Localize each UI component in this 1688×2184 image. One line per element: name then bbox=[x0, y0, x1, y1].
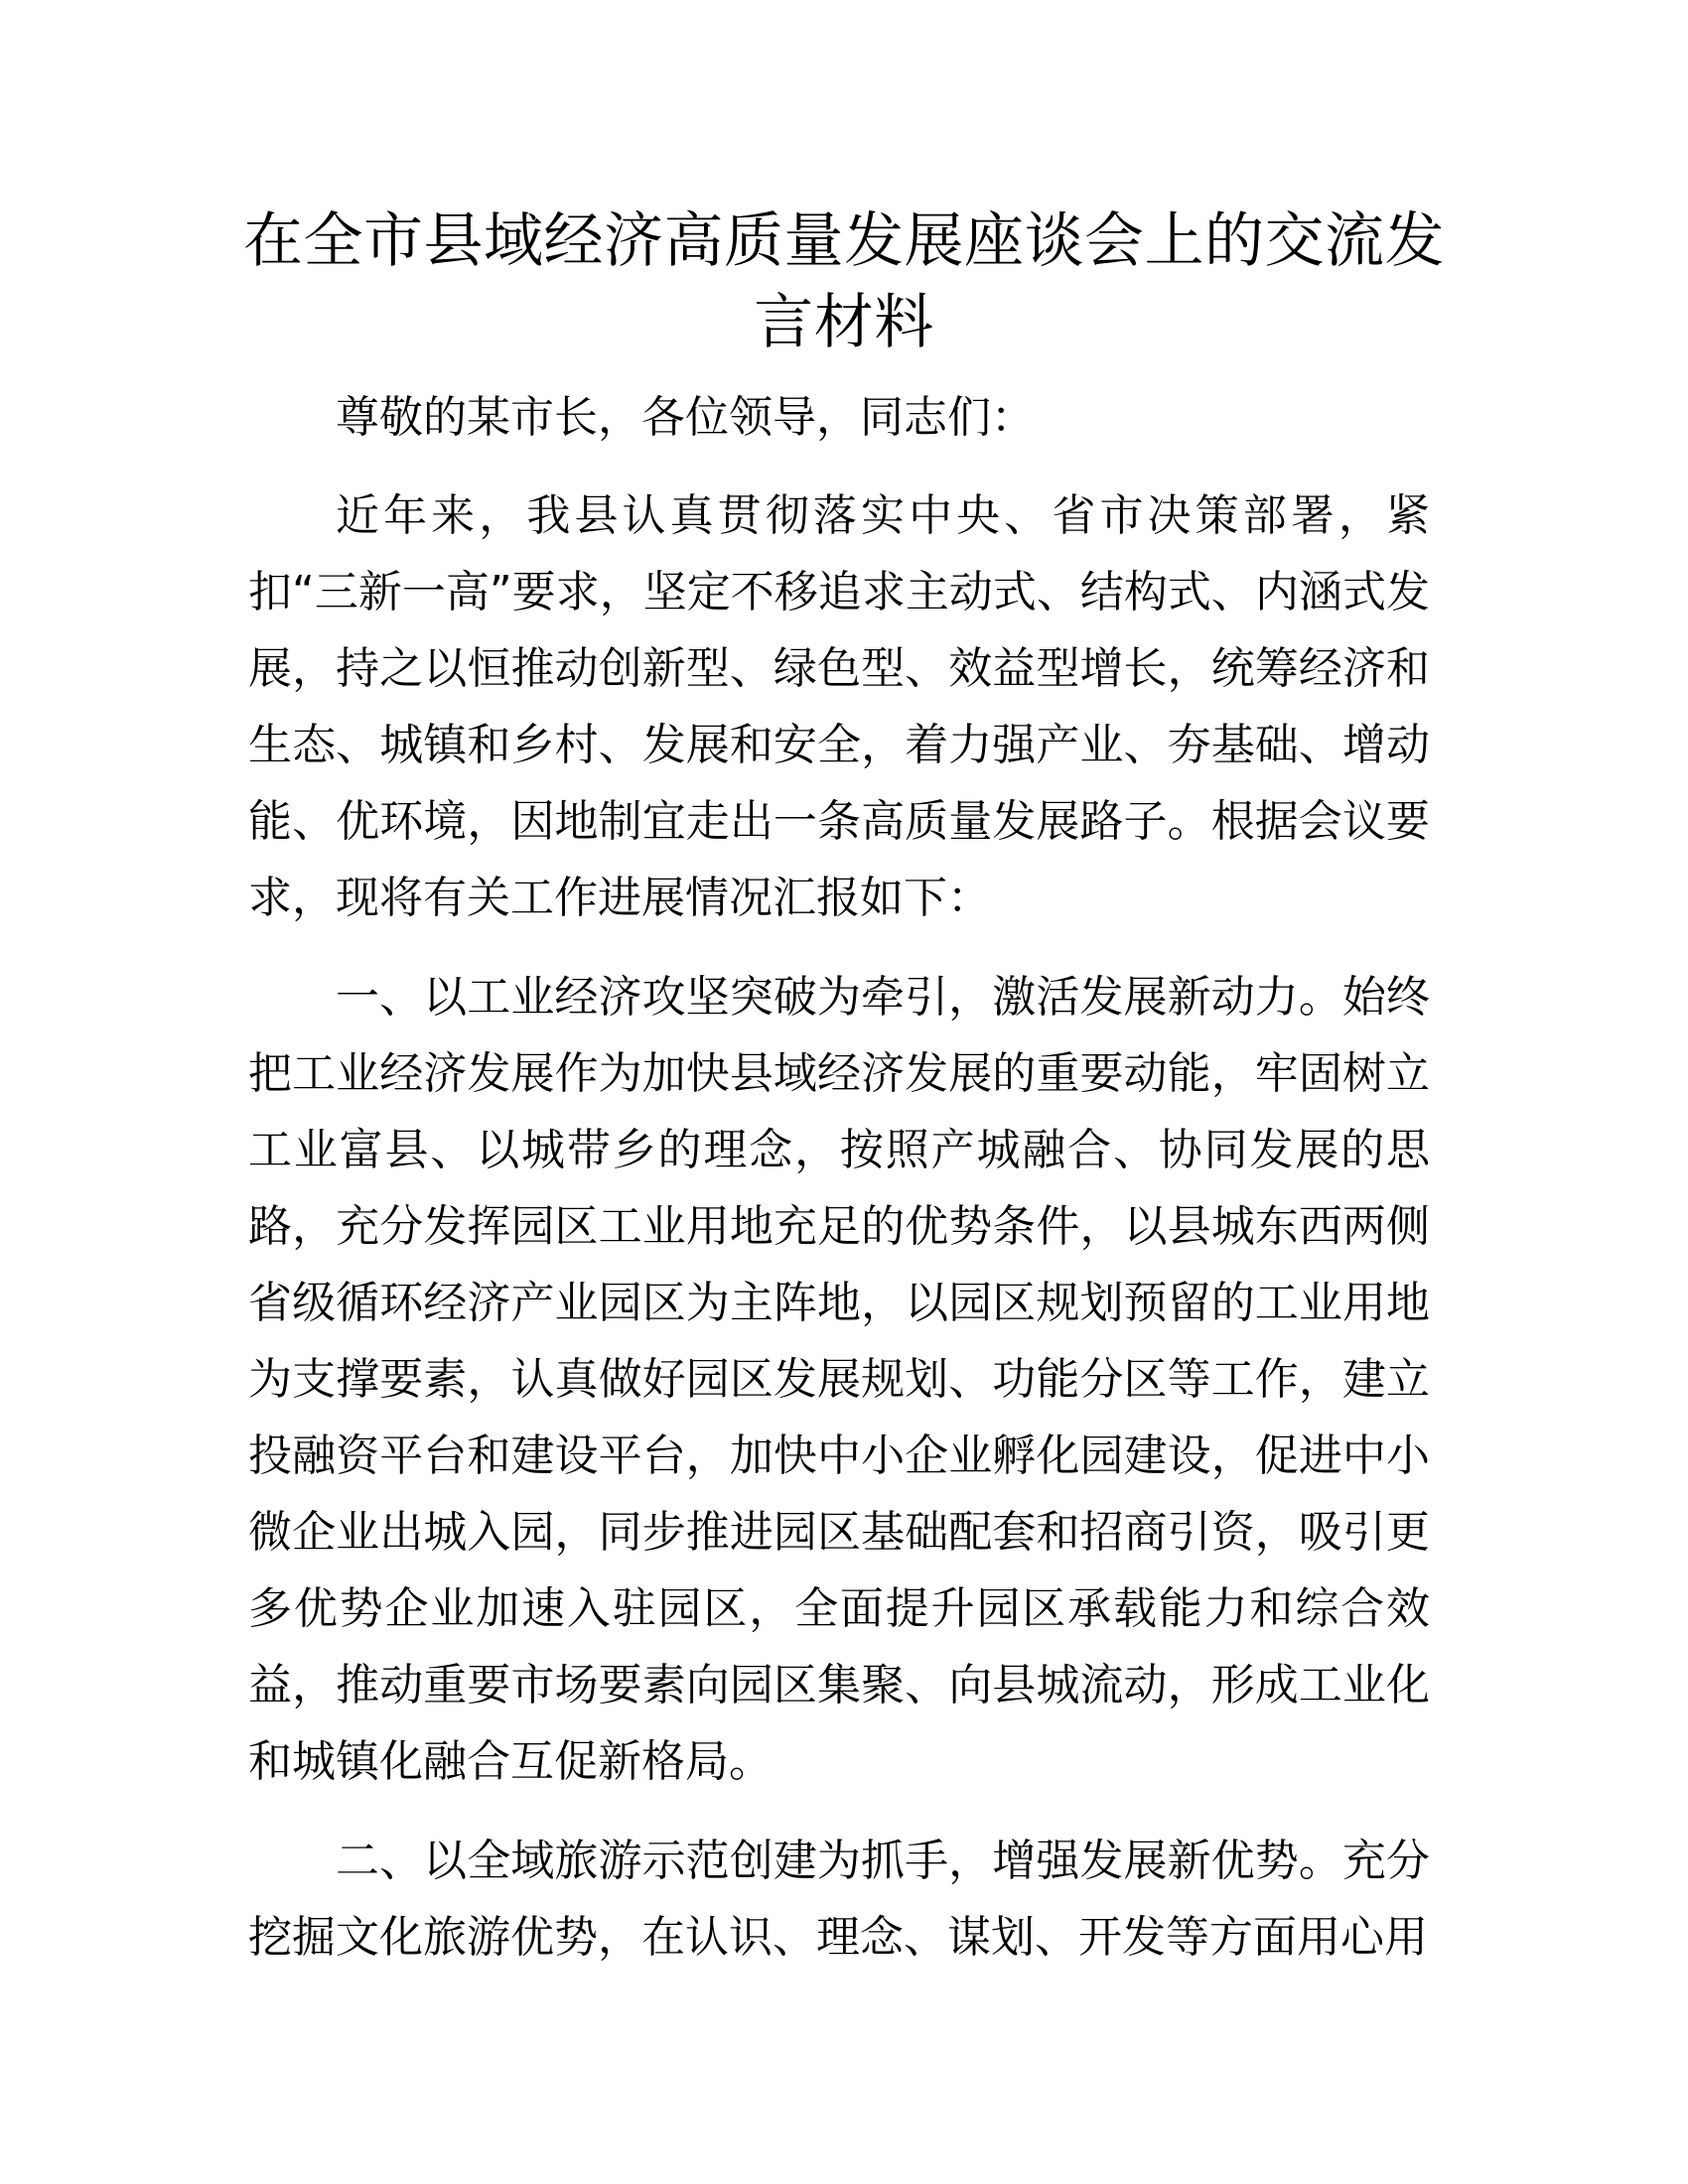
salutation: 尊敬的某市长，各位领导，同志们： bbox=[336, 392, 1035, 443]
paragraph-intro: 近年来，我县认真贯彻落实中央、省市决策部署，紧扣“三新一高”要求，坚定不移追求主动式、结构式、内涵式发展，持之以恒推动创新型、绿色型、效益型增长，统筹经济和生态、城镇和乡村、发展和安全，着力强产业、夯基础、增动能、优环境，因地制宜走出一条高质量发展路子。根据会议要求，现将有关工作进展情况汇报如下： bbox=[248, 490, 1430, 923]
document-title: 在全市县域经济高质量发展座谈会上的交流发言材料 bbox=[243, 206, 1445, 357]
paragraph-section-1: 一、以工业经济攻坚突破为牵引，激活发展新动力。始终把工业经济发展作为加快县域经济发展的重要动能，牢固树立工业富县、以城带乡的理念，按照产城融合、协同发展的思路，充分发挥园区工业用地充足的优势条件，以县城东西两侧省级循环经济产业园区为主阵地，以园区规划预留的工业用地为支撑要素，认真做好园区发展规划、功能分区等工作，建立投融资平台和建设平台，加快中小企业孵化园建设，促进中小微企业出城入园，同步推进园区基础配套和招商引资，吸引更多优势企业加速入驻园区，全面提升园区承载能力和综合效益，推动重要市场要素向园区集聚、向县城流动，形成工业化和城镇化融合互促新格局。 bbox=[248, 972, 1430, 1787]
document-body bbox=[248, 379, 1430, 1998]
paragraph-section-2: 二、以全域旅游示范创建为抓手，增强发展新优势。充分挖掘文化旅游优势，在认识、理念、谋划、开发等方面用心用 bbox=[248, 1836, 1430, 1963]
